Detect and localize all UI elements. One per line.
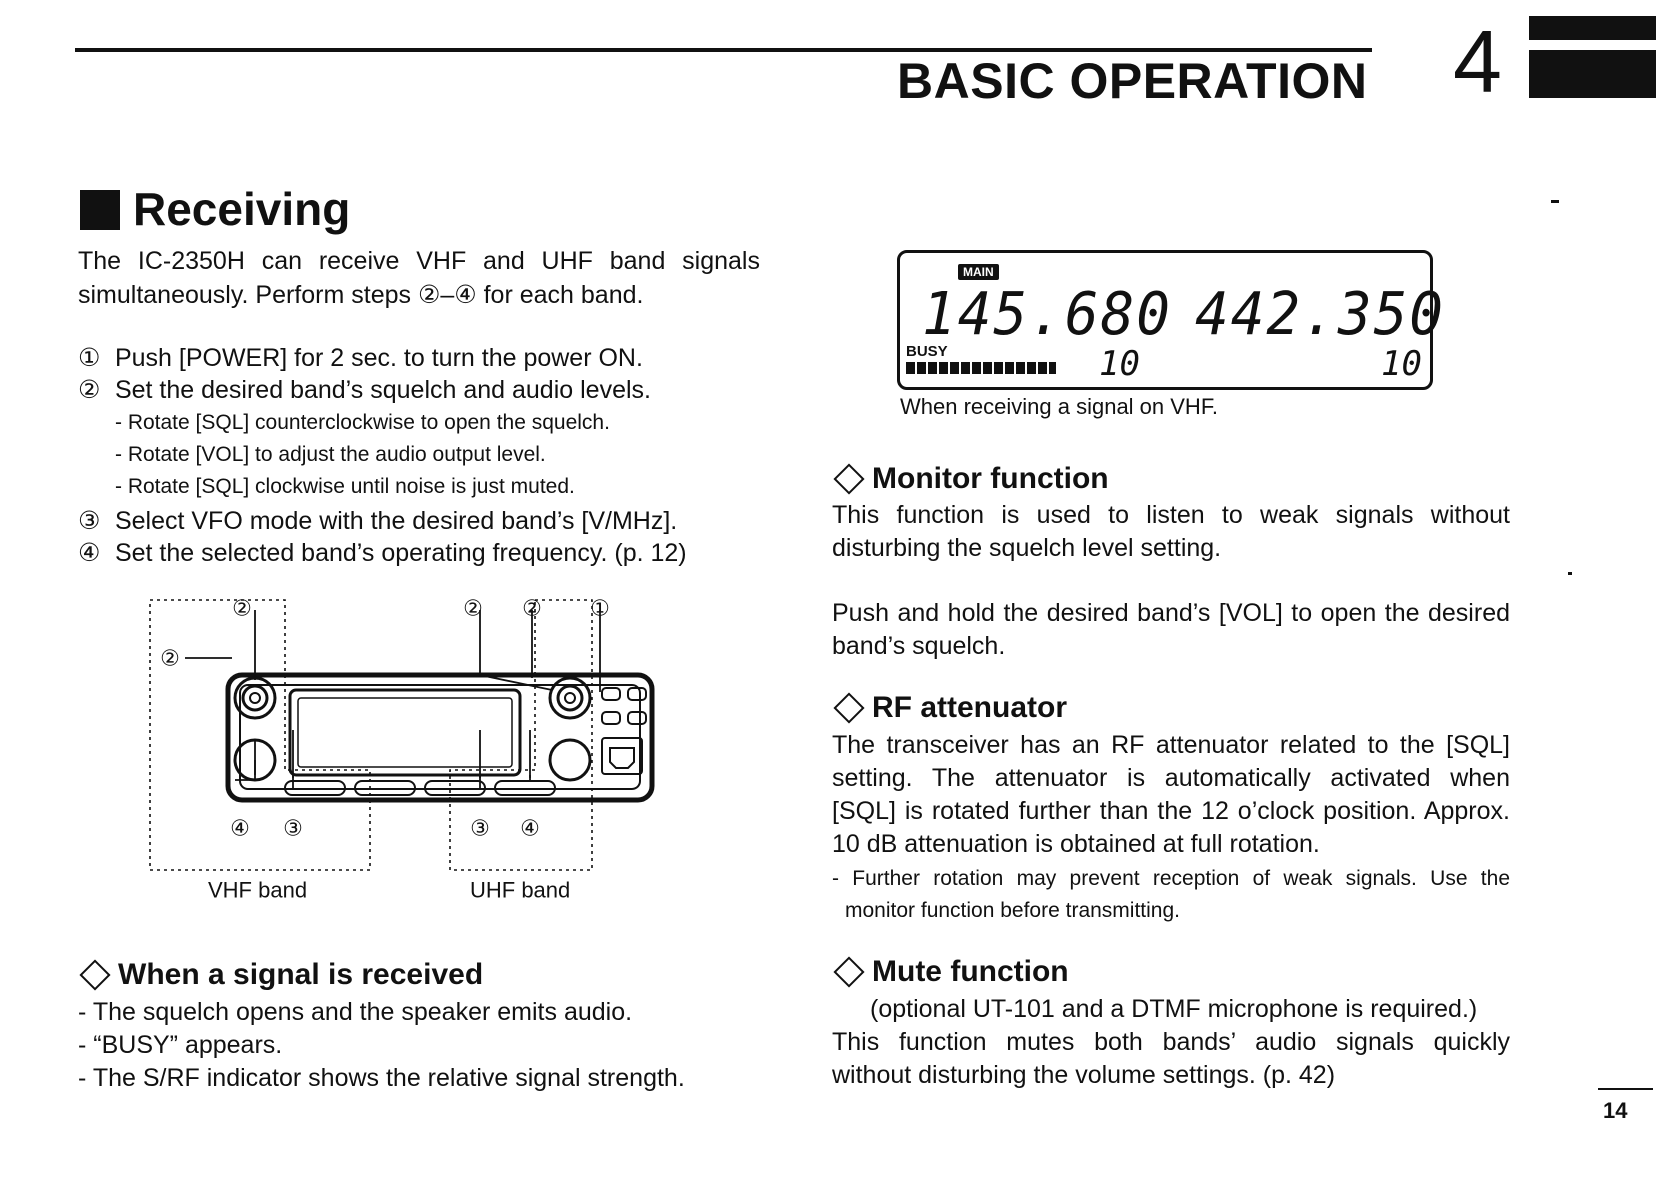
page-number-rule bbox=[1598, 1088, 1653, 1090]
step-text: Set the desired band’s squelch and audio levels. bbox=[114, 376, 651, 404]
subhead-text: When a signal is received bbox=[118, 958, 484, 991]
rf-line: [SQL] is rotated further than the 12 o’clock position. Approx. bbox=[832, 797, 1510, 825]
vhf-dotted-box bbox=[150, 600, 370, 870]
step-number: ① bbox=[78, 344, 101, 372]
section-title: Receiving bbox=[133, 183, 351, 235]
step-text: Set the selected band’s operating frequency. (p. 12) bbox=[114, 539, 687, 567]
mute-line: This function mutes both bands’ audio signals quickly bbox=[832, 1028, 1510, 1056]
mute-heading bbox=[832, 955, 1069, 989]
lcd-caption: When receiving a signal on VHF. bbox=[900, 394, 1218, 419]
print-mark bbox=[1568, 572, 1572, 575]
front-panel-diagram bbox=[140, 590, 680, 910]
callout-number: ② bbox=[463, 595, 483, 621]
rf-line: setting. The attenuator is automatically activated when bbox=[832, 764, 1510, 792]
subhead-text: Mute function bbox=[872, 955, 1069, 988]
diamond-icon bbox=[833, 692, 864, 723]
panel-button bbox=[602, 688, 620, 700]
step-item bbox=[78, 373, 651, 407]
subhead-text: RF attenuator bbox=[872, 691, 1067, 724]
diamond-icon bbox=[833, 956, 864, 987]
callout-number: ② bbox=[160, 645, 180, 671]
chapter-tab-bar bbox=[1529, 16, 1656, 40]
vhf-frequency: 145.680 bbox=[922, 280, 1173, 349]
main-badge: MAIN bbox=[958, 264, 999, 280]
uhf-frequency: 442.350 bbox=[1195, 280, 1446, 349]
callout-number: ② bbox=[522, 595, 542, 621]
rf-note: - Further rotation may prevent reception of weak signals. Use the bbox=[832, 867, 1510, 890]
callout-number: ④ bbox=[230, 815, 250, 841]
signal-line: - The squelch opens and the speaker emits audio. bbox=[78, 998, 633, 1026]
signal-line: - The S/RF indicator shows the relative signal strength. bbox=[78, 1064, 685, 1092]
intro-line: The IC-2350H can receive VHF and UHF band signals bbox=[78, 247, 760, 275]
mute-line: (optional UT-101 and a DTMF microphone is required.) bbox=[870, 995, 1478, 1023]
monitor-line: This function is used to listen to weak signals without bbox=[832, 501, 1510, 529]
step-number: ② bbox=[78, 376, 101, 404]
uhf-dial-knob bbox=[550, 740, 590, 780]
intro-line: simultaneously. Perform steps ②–④ for each band. bbox=[78, 281, 644, 309]
step-text: Push [POWER] for 2 sec. to turn the power ON. bbox=[114, 344, 643, 372]
diamond-icon bbox=[79, 959, 110, 990]
step-number: ④ bbox=[78, 539, 101, 567]
callout-number: ③ bbox=[470, 815, 490, 841]
callout-number: ② bbox=[232, 595, 252, 621]
rf-line: The transceiver has an RF attenuator related to the [SQL] bbox=[832, 731, 1510, 759]
step-number: ③ bbox=[78, 507, 101, 535]
panel-button bbox=[628, 712, 646, 724]
rf-attenuator-heading bbox=[832, 691, 1067, 725]
mute-line: without disturbing the volume settings. (p. 42) bbox=[832, 1061, 1336, 1089]
panel-button bbox=[602, 712, 620, 724]
callout-number: ③ bbox=[283, 815, 303, 841]
signal-received-heading bbox=[78, 958, 483, 992]
uhf-channel: 10 bbox=[1381, 344, 1422, 384]
substep-item: - Rotate [VOL] to adjust the audio output level. bbox=[115, 443, 546, 466]
step-text: Select VFO mode with the desired band’s [V/MHz]. bbox=[114, 507, 678, 535]
print-mark bbox=[1551, 200, 1559, 203]
monitor-line: disturbing the squelch level setting. bbox=[832, 534, 1222, 562]
substep-item: - Rotate [SQL] counterclockwise to open the squelch. bbox=[115, 411, 610, 434]
callout-number: ① bbox=[590, 595, 610, 621]
vhf-channel: 10 bbox=[1099, 344, 1140, 384]
busy-indicator: BUSY bbox=[906, 343, 948, 360]
rf-note: monitor function before transmitting. bbox=[845, 899, 1180, 922]
chapter-tab-block bbox=[1529, 50, 1656, 98]
step-item bbox=[78, 341, 643, 375]
chapter-number: 4 bbox=[1453, 12, 1502, 111]
s-meter bbox=[906, 362, 1056, 374]
step-item bbox=[78, 504, 677, 538]
callout-number: ④ bbox=[520, 815, 540, 841]
page-number: 14 bbox=[1603, 1098, 1628, 1123]
uhf-band-label: UHF band bbox=[470, 877, 571, 903]
power-button bbox=[628, 688, 646, 700]
rf-line: 10 dB attenuation is obtained at full rotation. bbox=[832, 830, 1320, 858]
section-bullet bbox=[80, 190, 120, 230]
radio-display bbox=[290, 690, 520, 775]
subhead-text: Monitor function bbox=[872, 462, 1109, 495]
chapter-title: BASIC OPERATION bbox=[897, 53, 1368, 109]
monitor-heading bbox=[832, 462, 1109, 496]
diamond-icon bbox=[833, 463, 864, 494]
step-item bbox=[78, 536, 687, 570]
substep-item: - Rotate [SQL] clockwise until noise is just muted. bbox=[115, 475, 575, 498]
monitor-line: Push and hold the desired band’s [VOL] to open the desired bbox=[832, 599, 1510, 627]
vhf-band-label: VHF band bbox=[208, 877, 308, 903]
signal-line: - “BUSY” appears. bbox=[78, 1031, 283, 1059]
monitor-line: band’s squelch. bbox=[832, 632, 1006, 660]
